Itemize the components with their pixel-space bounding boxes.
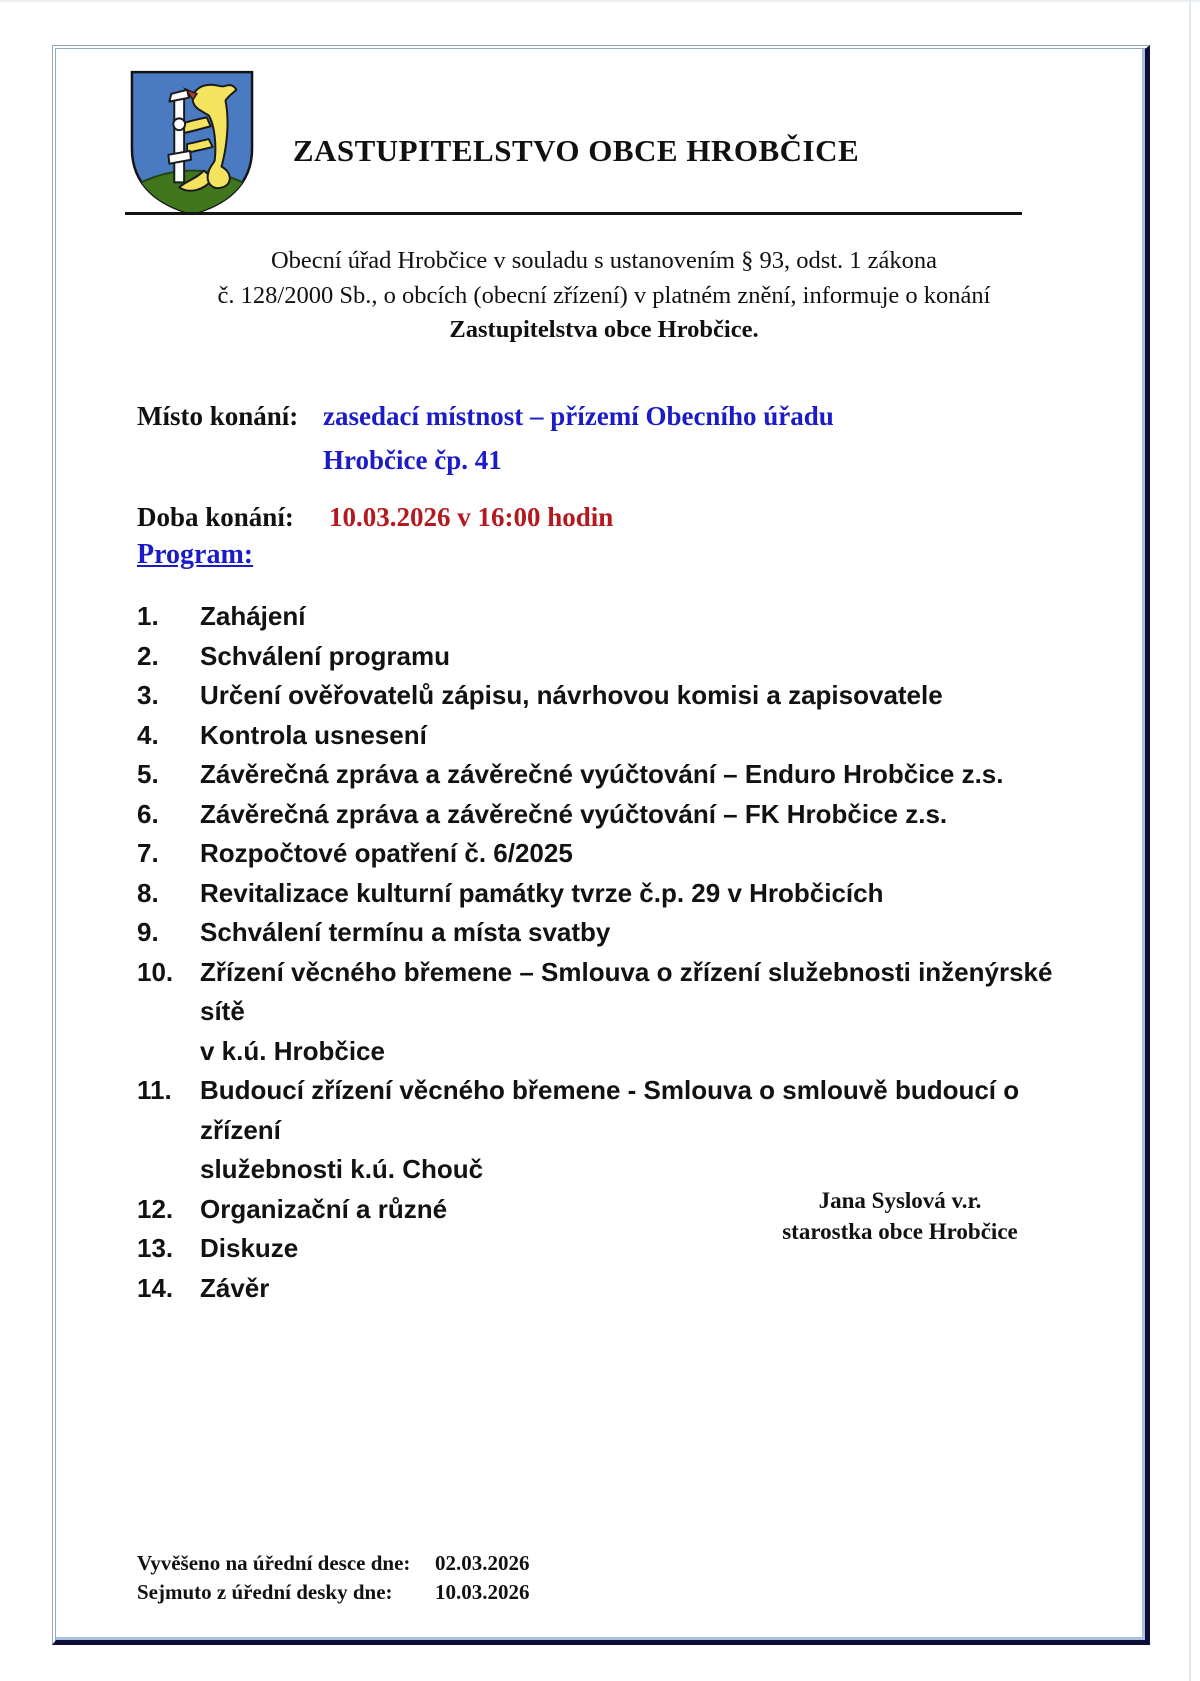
item-number: 5. [137,759,159,789]
place-value-line-2: Hrobčice čp. 41 [323,445,502,475]
place-label: Místo konání: [137,401,299,431]
item-number: 3. [137,680,159,710]
intro-paragraph [84,244,1124,348]
item-text-line-1: Zřízení věcného břemene – Smlouva o zřízení služebnosti inženýrské sítě [200,956,1053,1026]
signature-block [720,1185,1080,1247]
time-row [137,495,834,539]
item-text: Závěr [200,1272,270,1303]
program-item [137,637,1077,677]
program-item [137,874,1077,914]
item-text-line-1: Budoucí zřízení věcného břemene - Smlouva o smlouvě budoucí o zřízení [200,1075,1020,1145]
item-number: 9. [137,917,159,947]
item-text [200,1071,1077,1190]
removed-label: Sejmuto z úřední desky dne: [137,1579,393,1604]
program-item [137,676,1077,716]
intro-line-3: Zastupitelstva obce Hrobčice. [449,316,759,343]
program-item [137,1269,1077,1309]
program-item [137,755,1077,795]
program-item [137,716,1077,756]
item-number: 14. [137,1272,174,1303]
removed-date: 10.03.2026 [435,1579,530,1604]
posting-dates [137,1549,530,1606]
place-row [137,394,834,482]
item-text-line-2: v k.ú. Hrobčice [200,1035,385,1066]
program-item [137,1071,1077,1190]
intro-line-1: Obecní úřad Hrobčice v souladu s ustanovením § 93, odst. 1 zákona [270,247,938,274]
item-text-line-2: služebnosti k.ú. Chouč [200,1154,484,1184]
item-text: Schválení termínu a místa svatby [200,917,611,947]
item-text: Určení ověřovatelů zápisu, návrhovou komisi a zapisovatele [200,680,943,710]
page-title: ZASTUPITELSTVO OBCE HROBČICE [292,133,860,168]
item-text: Závěrečná zpráva a závěrečné vyúčtování – FK Hrobčice z.s. [200,798,948,829]
page-border-frame [52,45,1150,1645]
removed-row [137,1578,530,1607]
time-label: Doba konání: [137,502,294,532]
posted-date: 02.03.2026 [435,1551,530,1575]
item-text: Schválení programu [200,640,450,671]
header-divider [125,212,1022,215]
item-number: 12. [137,1193,174,1224]
scan-artifact-top [0,0,1200,2]
program-item [137,597,1077,637]
signature-name: Jana Syslová v.r. [818,1188,982,1213]
scan-artifact-right [1189,0,1191,1681]
item-text: Diskuze [200,1233,299,1263]
item-text: Závěrečná zpráva a závěrečné vyúčtování – Enduro Hrobčice z.s. [200,759,1004,789]
place-value [323,394,834,482]
item-number: 6. [137,798,159,829]
item-number: 2. [137,640,159,671]
time-value: 10.03.2026 v 16:00 hodin [329,502,614,532]
intro-line-2: č. 128/2000 Sb., o obcích (obecní zřízení) v platném znění, informuje o konání [217,281,991,309]
program-item [137,795,1077,835]
item-text [200,953,1077,1072]
item-text: Revitalizace kulturní památky tvrze č.p. 29 v Hrobčicích [200,877,884,908]
item-text: Organizační a různé [200,1193,448,1224]
item-number: 10. [137,956,174,987]
item-number: 13. [137,1233,174,1263]
item-number: 8. [137,877,159,908]
program-item [137,834,1077,874]
program-item [137,913,1077,953]
item-text: Kontrola usnesení [200,719,427,750]
meeting-details [137,394,834,539]
posted-label: Vyvěšeno na úřední desce dne: [137,1551,411,1575]
item-text: Zahájení [200,601,306,631]
item-text: Rozpočtové opatření č. 6/2025 [200,838,573,868]
signature-role: starostka obce Hrobčice [782,1219,1018,1244]
item-number: 1. [137,601,159,631]
place-value-line-1: zasedací místnost – přízemí Obecního úřadu [323,401,834,431]
item-number: 4. [137,719,159,750]
posted-row [137,1549,530,1578]
item-number: 11. [137,1075,172,1105]
program-heading: Program: [137,539,254,570]
program-item [137,953,1077,1072]
item-number: 7. [137,838,159,868]
